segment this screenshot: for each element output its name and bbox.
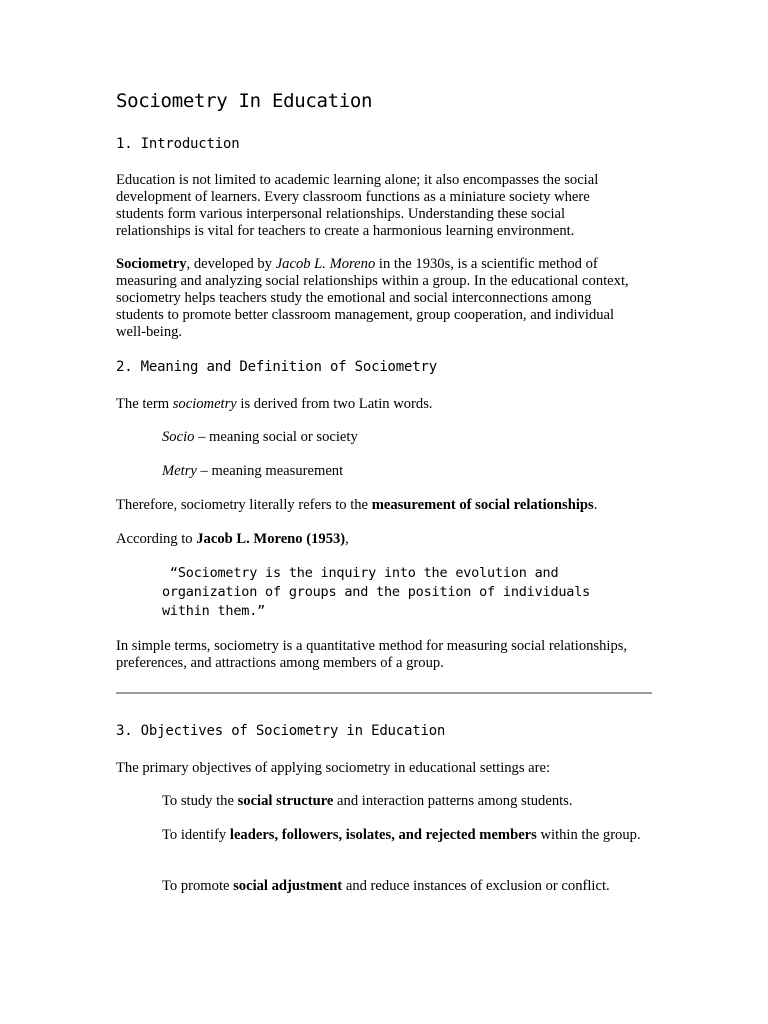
objectives-lead: The primary objectives of applying sociometry in educational settings are: [116, 760, 551, 776]
latin-word-socio: Socio – meaning social or society [162, 429, 358, 445]
document-title: Sociometry In Education [116, 90, 373, 112]
derived-sentence: The term sociometry is derived from two Latin words. [116, 396, 433, 412]
simple-terms-paragraph: In simple terms, sociometry is a quantitative method for measuring social relationships, preferences, and attractions among members of a group. [116, 638, 628, 671]
horizontal-divider [116, 692, 652, 694]
section-heading-meaning: 2. Meaning and Definition of Sociometry [116, 359, 437, 375]
objective-item-3: To promote social adjustment and reduce instances of exclusion or conflict. [162, 878, 610, 894]
term-sociometry: Sociometry [116, 256, 187, 272]
objective-item-1: To study the social structure and interaction patterns among students. [162, 793, 573, 809]
person-name: Jacob L. Moreno [275, 256, 376, 272]
therefore-sentence: Therefore, sociometry literally refers to the measurement of social relationships. [116, 497, 598, 513]
latin-word-metry: Metry – meaning measurement [162, 463, 344, 479]
moreno-quote: “Sociometry is the inquiry into the evolution and organization of groups and the position of individuals within them.” [162, 565, 591, 619]
section-heading-objectives: 3. Objectives of Sociometry in Education [116, 723, 446, 739]
section-heading-introduction: 1. Introduction [116, 136, 240, 152]
intro-paragraph-2: Sociometry, developed by Jacob L. Moreno in the 1930s, is a scientific method of measuring and analyzing social relationships within a group. In the educational context, sociometry helps teachers study the emotional and social interconnections among students to promote better classroom management, group cooperation, and individual well-being. [116, 256, 629, 340]
according-sentence: According to Jacob L. Moreno (1953), [116, 531, 349, 547]
intro-paragraph-1: Education is not limited to academic learning alone; it also encompasses the social development of learners. Every classroom functions as a miniature society where students form various interpersonal relationships. Understanding these social relationships is vital for teachers to create a harmonious learning environment. [116, 172, 599, 239]
objective-item-2: To identify leaders, followers, isolates, and rejected members within the group. [162, 827, 641, 843]
